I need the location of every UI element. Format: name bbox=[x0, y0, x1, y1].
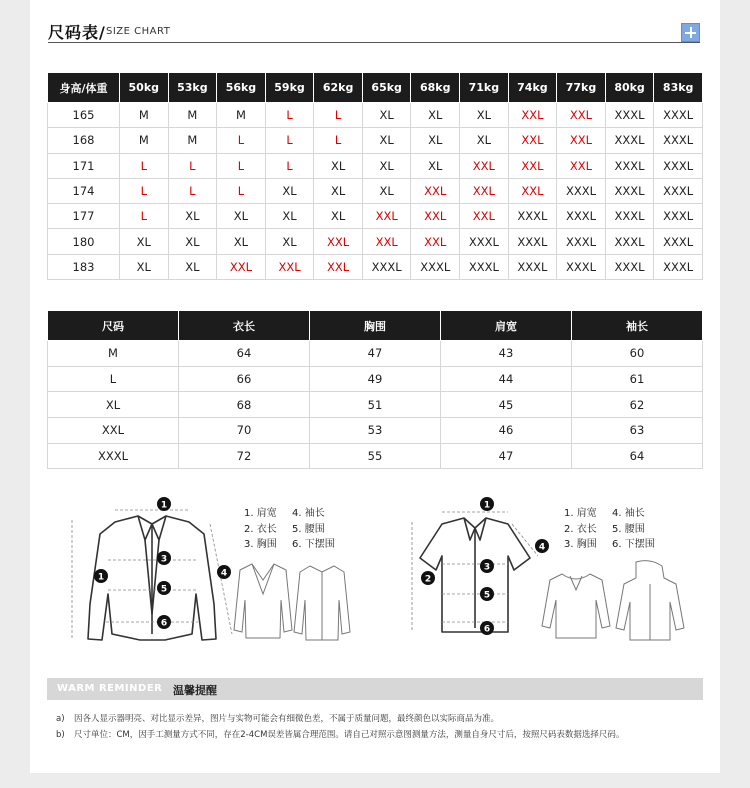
row-label: M bbox=[48, 341, 179, 367]
table-cell: XL bbox=[217, 229, 266, 254]
table-cell: XXXL bbox=[654, 153, 703, 178]
table-cell: XXL bbox=[217, 254, 266, 279]
row-label: 165 bbox=[48, 103, 120, 128]
table-header-row bbox=[48, 73, 703, 103]
table-cell: L bbox=[265, 153, 314, 178]
table-cell: L bbox=[168, 153, 217, 178]
table-cell: 60 bbox=[572, 341, 703, 367]
plus-icon[interactable] bbox=[681, 23, 700, 42]
table-row bbox=[48, 341, 703, 367]
table-row bbox=[48, 418, 703, 444]
table-cell: XL bbox=[362, 153, 411, 178]
table-row bbox=[48, 366, 703, 392]
table-cell: 62 bbox=[572, 392, 703, 418]
table-cell: 43 bbox=[441, 341, 572, 367]
column-header: 83kg bbox=[654, 73, 703, 103]
row-label: XXXL bbox=[48, 443, 179, 469]
table-cell: XXXL bbox=[557, 204, 606, 229]
table-cell: XXL bbox=[557, 128, 606, 153]
table-cell: 68 bbox=[179, 392, 310, 418]
table-cell: XXL bbox=[460, 153, 509, 178]
table-cell: XXXL bbox=[508, 204, 557, 229]
table-cell: XL bbox=[168, 204, 217, 229]
table-cell: XL bbox=[460, 128, 509, 153]
table-cell: L bbox=[314, 128, 363, 153]
table-cell: XXL bbox=[362, 204, 411, 229]
table-cell: XXL bbox=[557, 103, 606, 128]
svg-text:2: 2 bbox=[424, 574, 432, 585]
table-cell: 66 bbox=[179, 366, 310, 392]
column-header: 衣长 bbox=[179, 311, 310, 341]
legend-right-group-1 bbox=[292, 506, 335, 553]
column-header: 59kg bbox=[265, 73, 314, 103]
legend-item: 4. 袖长 bbox=[612, 508, 645, 519]
legend-item: 3. 胸围 bbox=[244, 539, 277, 550]
table-cell: 64 bbox=[179, 341, 310, 367]
table-cell: L bbox=[120, 153, 169, 178]
legend-left-group-1 bbox=[244, 506, 277, 553]
table-cell: XL bbox=[314, 204, 363, 229]
table-cell: XL bbox=[217, 204, 266, 229]
legend-item: 2. 衣长 bbox=[564, 523, 597, 535]
row-label: 171 bbox=[48, 153, 120, 178]
table-cell: L bbox=[217, 153, 266, 178]
row-label: 174 bbox=[48, 178, 120, 203]
table-cell: 49 bbox=[310, 366, 441, 392]
table-cell: M bbox=[168, 103, 217, 128]
table-cell: L bbox=[217, 128, 266, 153]
table-row bbox=[48, 153, 703, 178]
page-title: 尺码表/ bbox=[48, 23, 106, 42]
table-cell: XXXL bbox=[654, 229, 703, 254]
table-cell: XL bbox=[460, 103, 509, 128]
table-header-row bbox=[48, 311, 703, 341]
table-cell: L bbox=[314, 103, 363, 128]
table-cell: XXXL bbox=[654, 204, 703, 229]
row-label: 183 bbox=[48, 254, 120, 279]
legend-item: 5. 腰围 bbox=[292, 523, 325, 535]
note-text: 尺寸单位：CM，因手工测量方式不同，存在2-4CM误差皆属合理范围。请自己对照示意图测量方法，测量自身尺寸后，按照尺码表数据选择尺码。 bbox=[74, 730, 625, 740]
table-row bbox=[48, 178, 703, 203]
marker-1b: 1 bbox=[97, 572, 105, 583]
table-row bbox=[48, 229, 703, 254]
table-cell: XXXL bbox=[557, 254, 606, 279]
table-row bbox=[48, 204, 703, 229]
table-cell: M bbox=[120, 103, 169, 128]
column-header: 65kg bbox=[362, 73, 411, 103]
note-mark: b) bbox=[56, 730, 65, 740]
marker-3: 3 bbox=[160, 554, 168, 565]
table-cell: L bbox=[168, 178, 217, 203]
table-cell: XXXL bbox=[411, 254, 460, 279]
table-cell: XL bbox=[265, 229, 314, 254]
legend-item: 1. 肩宽 bbox=[564, 508, 597, 519]
table-cell: XXXL bbox=[605, 254, 654, 279]
column-header: 袖长 bbox=[572, 311, 703, 341]
column-header: 肩宽 bbox=[441, 311, 572, 341]
table-cell: 45 bbox=[441, 392, 572, 418]
table-cell: XXXL bbox=[460, 229, 509, 254]
table-cell: M bbox=[120, 128, 169, 153]
table-cell: XXXL bbox=[654, 178, 703, 203]
column-header: 身高/体重 bbox=[48, 73, 120, 103]
table-cell: 55 bbox=[310, 443, 441, 469]
table-cell: XXXL bbox=[605, 204, 654, 229]
table-row bbox=[48, 103, 703, 128]
table-cell: XL bbox=[120, 254, 169, 279]
table-cell: XXXL bbox=[362, 254, 411, 279]
size-chart-page bbox=[30, 0, 720, 773]
table-cell: XL bbox=[362, 178, 411, 203]
table-cell: XXXL bbox=[605, 128, 654, 153]
sweater-and-hoodie-sketch bbox=[540, 560, 690, 644]
garment-measurement-table bbox=[47, 310, 703, 469]
table-cell: XXXL bbox=[654, 103, 703, 128]
svg-text:1: 1 bbox=[483, 500, 491, 511]
table-cell: XXL bbox=[508, 103, 557, 128]
page-subtitle: SIZE CHART bbox=[106, 26, 171, 37]
svg-text:5: 5 bbox=[483, 590, 491, 601]
reminder-title-en: WARM REMINDER bbox=[57, 683, 163, 694]
column-header: 56kg bbox=[217, 73, 266, 103]
table-cell: 47 bbox=[310, 341, 441, 367]
table-cell: XXL bbox=[411, 178, 460, 203]
marker-badges-left bbox=[60, 494, 240, 644]
table-cell: XXL bbox=[314, 254, 363, 279]
legend-item: 6. 下摆围 bbox=[292, 539, 335, 550]
table-cell: XXXL bbox=[605, 229, 654, 254]
table-cell: 61 bbox=[572, 366, 703, 392]
note-mark: a) bbox=[56, 714, 65, 724]
table-cell: XXL bbox=[557, 153, 606, 178]
table-cell: XL bbox=[168, 229, 217, 254]
column-header: 50kg bbox=[120, 73, 169, 103]
table-cell: L bbox=[120, 178, 169, 203]
legend-item: 4. 袖长 bbox=[292, 508, 325, 519]
svg-text:3: 3 bbox=[483, 562, 491, 573]
reminder-title-cn: 温馨提醒 bbox=[173, 684, 217, 697]
table-cell: 47 bbox=[441, 443, 572, 469]
table-cell: XXL bbox=[411, 229, 460, 254]
table-cell: XL bbox=[411, 153, 460, 178]
row-label: 180 bbox=[48, 229, 120, 254]
table-cell: XL bbox=[265, 178, 314, 203]
table-cell: XXL bbox=[411, 204, 460, 229]
measurement-diagram bbox=[30, 490, 720, 660]
legend-left-group-2 bbox=[564, 506, 597, 553]
column-header: 80kg bbox=[605, 73, 654, 103]
table-cell: 53 bbox=[310, 418, 441, 444]
table-cell: XXXL bbox=[605, 153, 654, 178]
reminder-note bbox=[56, 712, 499, 724]
legend-right-group-2 bbox=[612, 506, 655, 553]
height-weight-size-table bbox=[47, 72, 703, 280]
table-cell: XXL bbox=[265, 254, 314, 279]
svg-text:6: 6 bbox=[483, 624, 491, 635]
row-label: 168 bbox=[48, 128, 120, 153]
table-cell: XL bbox=[314, 153, 363, 178]
note-text: 因各人显示器明亮、对比显示差异，图片与实物可能会有细微色差，不属于质量问题，最终颜色以实际商品为准。 bbox=[74, 714, 500, 724]
table-cell: L bbox=[120, 204, 169, 229]
table-cell: 72 bbox=[179, 443, 310, 469]
row-label: L bbox=[48, 366, 179, 392]
table-cell: XXL bbox=[460, 178, 509, 203]
table-cell: 70 bbox=[179, 418, 310, 444]
table-row bbox=[48, 443, 703, 469]
warm-reminder-bar bbox=[47, 678, 703, 700]
table-cell: XL bbox=[362, 128, 411, 153]
column-header: 62kg bbox=[314, 73, 363, 103]
table-cell: XXXL bbox=[654, 254, 703, 279]
svg-text:4: 4 bbox=[538, 542, 546, 553]
header-divider bbox=[48, 42, 700, 43]
table-cell: M bbox=[168, 128, 217, 153]
table-cell: L bbox=[217, 178, 266, 203]
table-cell: 44 bbox=[441, 366, 572, 392]
table-cell: 63 bbox=[572, 418, 703, 444]
table-cell: XXL bbox=[460, 204, 509, 229]
table-cell: XXL bbox=[508, 178, 557, 203]
table-cell: XXXL bbox=[557, 229, 606, 254]
table-cell: XXXL bbox=[460, 254, 509, 279]
column-header: 77kg bbox=[557, 73, 606, 103]
column-header: 71kg bbox=[460, 73, 509, 103]
marker-badges-right bbox=[390, 494, 560, 644]
legend-item: 6. 下摆围 bbox=[612, 539, 655, 550]
marker-1: 1 bbox=[160, 500, 168, 511]
row-label: 177 bbox=[48, 204, 120, 229]
table-cell: XL bbox=[168, 254, 217, 279]
table-cell: XXXL bbox=[605, 103, 654, 128]
table-cell: 46 bbox=[441, 418, 572, 444]
column-header: 尺码 bbox=[48, 311, 179, 341]
table-cell: XXXL bbox=[508, 229, 557, 254]
reminder-note bbox=[56, 728, 624, 740]
table-cell: L bbox=[265, 103, 314, 128]
table-cell: XXXL bbox=[605, 178, 654, 203]
marker-6: 6 bbox=[160, 618, 168, 629]
table-cell: XXL bbox=[362, 229, 411, 254]
column-header: 胸围 bbox=[310, 311, 441, 341]
table-cell: XXL bbox=[508, 153, 557, 178]
marker-5: 5 bbox=[160, 584, 168, 595]
table-cell: XL bbox=[362, 103, 411, 128]
table-cell: XL bbox=[265, 204, 314, 229]
table-cell: L bbox=[265, 128, 314, 153]
table-cell: XL bbox=[411, 103, 460, 128]
blazer-and-jacket-sketch bbox=[230, 560, 360, 644]
legend-item: 2. 衣长 bbox=[244, 523, 277, 535]
table-cell: XXL bbox=[314, 229, 363, 254]
table-cell: XXXL bbox=[654, 128, 703, 153]
table-cell: XXXL bbox=[508, 254, 557, 279]
legend-item: 1. 肩宽 bbox=[244, 508, 277, 519]
table-cell: XXXL bbox=[557, 178, 606, 203]
table-cell: XL bbox=[314, 178, 363, 203]
table-cell: 51 bbox=[310, 392, 441, 418]
table-cell: 64 bbox=[572, 443, 703, 469]
column-header: 68kg bbox=[411, 73, 460, 103]
table-cell: M bbox=[217, 103, 266, 128]
table-cell: XXL bbox=[508, 128, 557, 153]
column-header: 74kg bbox=[508, 73, 557, 103]
row-label: XL bbox=[48, 392, 179, 418]
row-label: XXL bbox=[48, 418, 179, 444]
legend-item: 5. 腰围 bbox=[612, 523, 645, 535]
table-cell: XL bbox=[411, 128, 460, 153]
table-row bbox=[48, 128, 703, 153]
legend-item: 3. 胸围 bbox=[564, 539, 597, 550]
table-row bbox=[48, 392, 703, 418]
table-row bbox=[48, 254, 703, 279]
marker-4: 4 bbox=[220, 568, 228, 579]
table-cell: XL bbox=[120, 229, 169, 254]
column-header: 53kg bbox=[168, 73, 217, 103]
